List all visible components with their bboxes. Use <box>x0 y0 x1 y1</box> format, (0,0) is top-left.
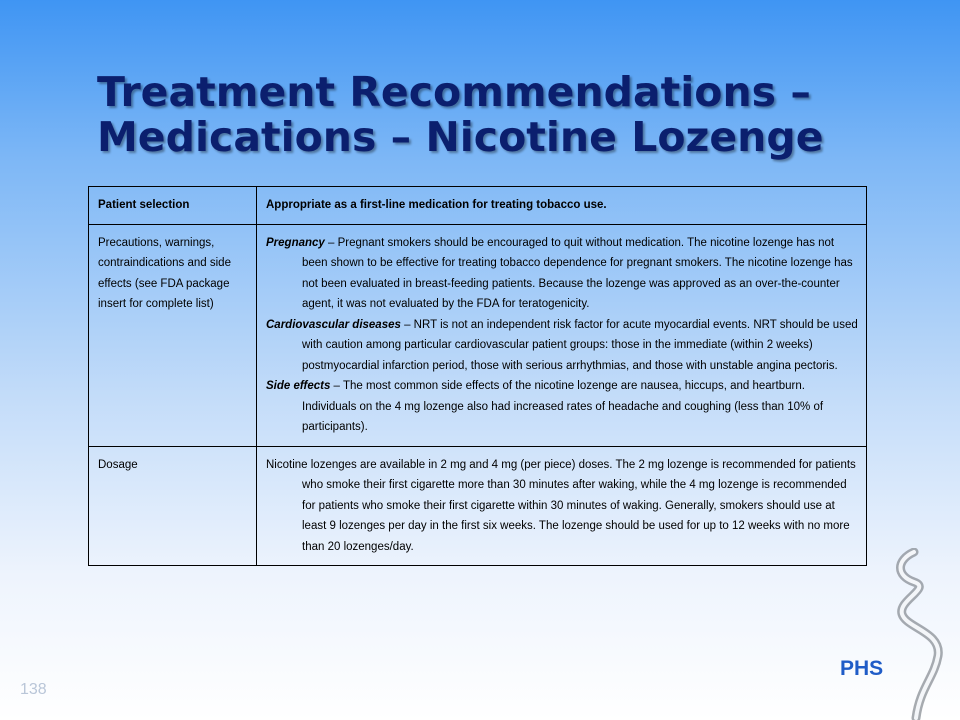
table-row-precautions <box>89 224 867 446</box>
cardiovascular-heading: Cardiovascular diseases <box>266 318 401 331</box>
patient-selection-value: Appropriate as a first-line medication for treating tobacco use. <box>257 187 867 225</box>
table-row-dosage <box>89 446 867 566</box>
dosage-content <box>257 446 867 566</box>
precautions-content <box>257 224 867 446</box>
phs-logo-text: PHS <box>840 657 884 680</box>
cardiovascular-paragraph <box>266 315 858 377</box>
dosage-text: Nicotine lozenges are available in 2 mg and 4 mg (per piece) doses. The 2 mg lozenge is recommended for patients who smoke their first cigarette more than 30 minutes after waking, while the 4 mg lozenge is recommended for patients who smoke their first cigarette within 30 minutes of waking. Generally, smokers should use at least 9 lozenges per day in the first six weeks. The lozenge should be used for up to 12 weeks with no more than 20 lozenges/day. <box>266 458 856 553</box>
medication-table <box>88 186 867 566</box>
pregnancy-paragraph <box>266 233 858 315</box>
slide-title-line-2: Medications – Nicotine Lozenge <box>97 113 824 161</box>
slide-title <box>97 70 897 160</box>
swirl-logo-icon <box>880 548 950 720</box>
slide-number: 138 <box>20 681 47 698</box>
patient-selection-label: Patient selection <box>89 187 257 225</box>
precautions-label: Precautions, warnings, contraindications and side effects (see FDA package insert for complete list) <box>89 224 257 446</box>
pregnancy-text: – Pregnant smokers should be encouraged to quit without medication. The nicotine lozenge has not been shown to be effective for treating tobacco dependence for pregnant smokers. The nicotine lozenge has not been evaluated in breast-feeding patients. Because the lozenge was approved as an over-the-counter agent, it was not evaluated by the FDA for teratogenicity. <box>302 236 853 310</box>
side-effects-heading: Side effects <box>266 380 331 392</box>
cardiovascular-text: – NRT is not an independent risk factor for acute myocardial events. NRT should be used with caution among particular cardiovascular patient groups: those in the immediate (within 2 weeks) postmyocardial infarction period, those with serious arrhythmias, and those with unstable angina pectoris. <box>302 318 858 372</box>
pregnancy-heading: Pregnancy <box>266 236 325 249</box>
table-row-patient-selection <box>89 187 867 225</box>
side-effects-paragraph <box>266 376 858 438</box>
side-effects-text: – The most common side effects of the nicotine lozenge are nausea, hiccups, and heartburn. Individuals on the 4 mg lozenge also had increased rates of headache and coughing (less than 10% of participants). <box>302 380 824 433</box>
dosage-label: Dosage <box>89 446 257 566</box>
slide-title-line-1: Treatment Recommendations – <box>97 68 811 116</box>
